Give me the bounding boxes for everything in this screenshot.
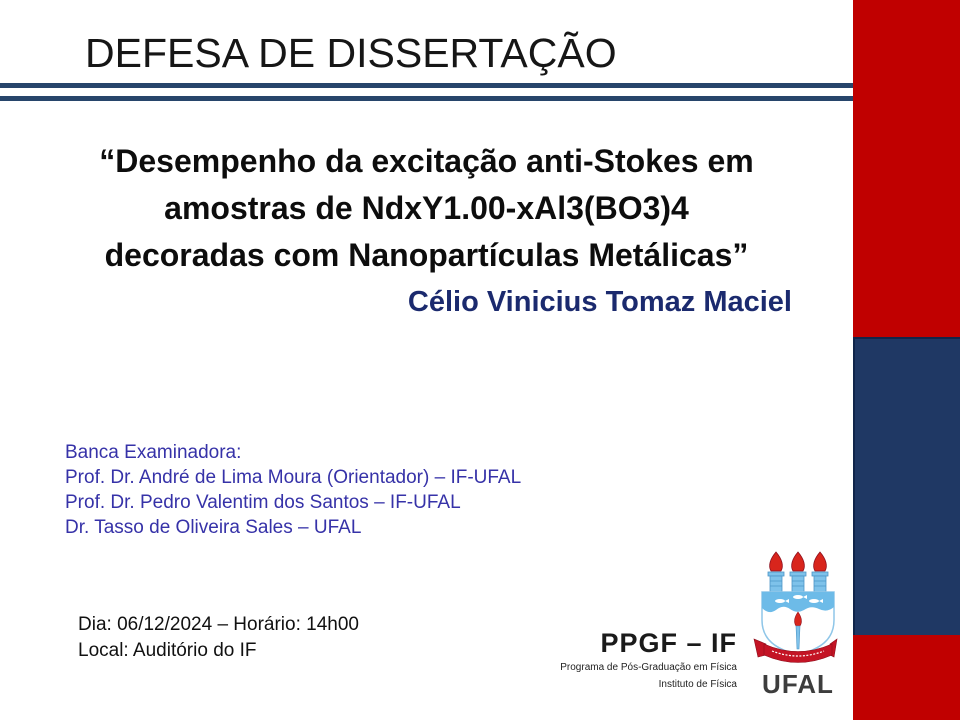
committee-member: Prof. Dr. André de Lima Moura (Orientador) – IF-UFAL xyxy=(65,467,522,488)
dissertation-title xyxy=(0,138,853,279)
schedule-section xyxy=(78,612,359,664)
author-name: Célio Vinicius Tomaz Maciel xyxy=(407,286,792,318)
committee-member: Dr. Tasso de Oliveira Sales – UFAL xyxy=(65,517,362,538)
title-underline-top xyxy=(0,83,853,88)
schedule-date: Dia: 06/12/2024 – Horário: 14h00 xyxy=(78,614,359,635)
dissertation-title-line-1: “Desempenho da excitação anti-Stokes em xyxy=(99,143,754,179)
program-name: Programa de Pós-Graduação em Física xyxy=(560,662,737,673)
ufal-crest xyxy=(750,548,838,700)
dissertation-title-line-2: amostras de NdxY1.00-xAl3(BO3)4 xyxy=(164,190,689,226)
dissertation-title-line-3: decoradas com Nanopartículas Metálicas” xyxy=(104,237,749,273)
program-block xyxy=(437,628,737,692)
committee-heading: Banca Examinadora: xyxy=(65,442,242,463)
institute-name: Instituto de Física xyxy=(658,679,737,690)
committee-member: Prof. Dr. Pedro Valentim dos Santos – IF-UFAL xyxy=(65,492,461,513)
crest-flame-icon xyxy=(770,552,827,571)
crest-shield xyxy=(762,592,834,655)
crest-tower xyxy=(768,572,828,592)
navy-sidebar-accent xyxy=(853,337,960,635)
committee-section xyxy=(65,440,521,540)
schedule-location: Local: Auditório do IF xyxy=(78,640,257,661)
program-abbreviation: PPGF – IF xyxy=(600,628,737,658)
title-underline-bottom xyxy=(0,96,853,101)
university-abbreviation: UFAL xyxy=(762,669,834,699)
ufal-crest-image xyxy=(750,548,838,700)
slide-title: DEFESA DE DISSERTAÇÃO xyxy=(85,30,617,76)
